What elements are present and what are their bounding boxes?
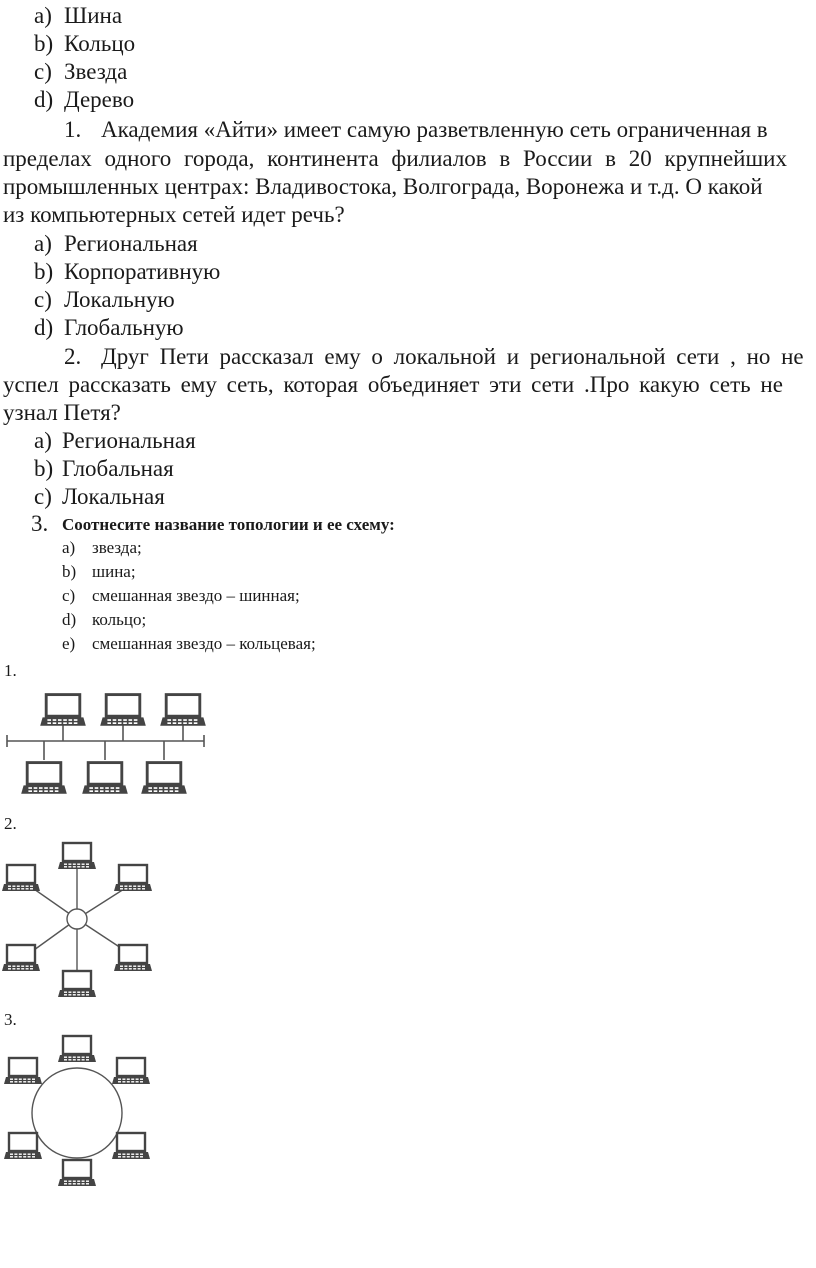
option-marker: d) [34, 87, 54, 112]
option-marker: e) [62, 634, 76, 653]
option-text: Корпоративную [64, 259, 221, 284]
option-text: Региональная [64, 231, 198, 256]
option-text: кольцо; [92, 610, 147, 629]
option-marker: b) [34, 31, 54, 56]
option-text: звезда; [92, 538, 142, 557]
option-text: Региональная [62, 428, 196, 453]
question-text: Друг Пети рассказал ему о локальной и региональной сети , но не [101, 344, 804, 369]
option-marker: b) [34, 259, 54, 284]
question-text-line: из компьютерных сетей идет речь? [3, 202, 345, 227]
option-text: Локальная [62, 484, 165, 509]
option-marker: d) [34, 315, 54, 340]
question-text: успел рассказать ему сеть, которая объединяет эти сети .Про какую сеть не [3, 372, 783, 397]
option-text: смешанная звездо – шинная; [92, 586, 300, 605]
option-marker: a) [34, 3, 52, 28]
option-marker: a) [34, 231, 52, 256]
question-number: 3. [31, 511, 49, 536]
laptop-icon [58, 1160, 96, 1186]
option-text: Глобальная [62, 456, 174, 481]
question-text-line: узнал Петя? [3, 400, 121, 425]
option-marker: c) [34, 59, 52, 84]
ring [32, 1068, 122, 1158]
option-marker: a) [62, 538, 76, 557]
option-marker: c) [34, 287, 52, 312]
option-text: шина; [92, 562, 136, 581]
option-text: Звезда [64, 59, 128, 84]
option-text: Кольцо [64, 31, 136, 56]
option-marker: c) [34, 484, 52, 509]
option-text: Шина [64, 3, 123, 28]
question-text: пределах одного города, континента филиалов в России в 20 крупнейших [3, 146, 787, 171]
laptop-icon [112, 1058, 150, 1084]
option-marker: a) [34, 428, 52, 453]
laptop-icon [4, 1058, 42, 1084]
option-marker: b) [34, 456, 54, 481]
question-text: промышленных центрах: Владивостока, Волгограда, Воронежа и т.д. О какой [3, 174, 763, 199]
option-marker: b) [62, 562, 77, 581]
laptop-icon [112, 1133, 150, 1159]
question-number: 2. [64, 344, 82, 369]
question-title: Соотнесите название топологии и ее схему: [62, 515, 395, 534]
figure-label: 3. [4, 1010, 17, 1029]
option-text: Дерево [64, 87, 135, 112]
option-marker: d) [62, 610, 77, 629]
laptop-icon [58, 1036, 96, 1062]
question-text-line: Академия «Айти» имеет самую разветвленную сеть ограниченная в [101, 117, 768, 142]
figure-label: 2. [4, 814, 17, 833]
laptop-icon [4, 1133, 42, 1159]
figure-label: 1. [4, 661, 17, 680]
option-text: Локальную [64, 287, 175, 312]
option-text: смешанная звездо – кольцевая; [92, 634, 316, 653]
question-number: 1. [64, 117, 82, 142]
option-marker: c) [62, 586, 76, 605]
option-text: Глобальную [64, 315, 184, 340]
